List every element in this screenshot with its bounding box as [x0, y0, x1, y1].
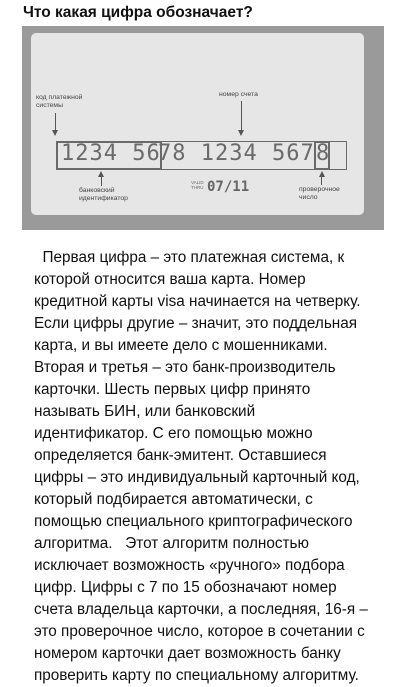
body-line: это проверочное число, которое в сочетании с	[34, 623, 365, 640]
article-body	[34, 247, 374, 687]
body-line: карточки. Шесть первых цифр принято	[34, 381, 311, 398]
body-line: проверить карту по специальному алгоритму.	[34, 667, 359, 684]
credit-card-illustration	[31, 33, 364, 215]
body-line: определяется банк-эмитент. Оставшиеся	[34, 447, 327, 464]
card-diagram-figure	[22, 26, 384, 230]
label-payment-system	[36, 94, 82, 110]
body-line: счета владельца карточки, а последняя, 16-я –	[34, 601, 368, 618]
arrow-down-icon	[238, 130, 244, 136]
body-line: который подбирается автоматически, с	[34, 491, 313, 508]
valid-thru-label	[191, 180, 204, 190]
label-payment-system-line2: системы	[36, 102, 63, 109]
section-title: Что какая цифра обозначает?	[23, 4, 253, 21]
pointer-line-payment	[55, 113, 56, 131]
label-check-digit-line1: проверочное	[299, 186, 340, 193]
label-bank-id-line2: идентификатор	[79, 195, 128, 202]
body-line: Первая цифра – это платежная система, к	[34, 249, 345, 266]
body-line: карта, и вы имеете дело с мошенниками.	[34, 337, 328, 354]
card-number-part1: 1234 56	[61, 141, 161, 166]
label-account-number: номер счета	[219, 91, 258, 98]
body-line: которой относится ваша карта. Номер	[34, 271, 306, 288]
arrow-down-icon	[52, 130, 58, 136]
body-line: Если цифры другие – значит, это поддельная	[34, 315, 358, 332]
label-bank-id-line1: банковский	[79, 187, 115, 194]
body-line: номером карточки дает возможность банку	[34, 645, 341, 662]
card-number-part3: 8	[316, 141, 331, 166]
label-payment-system-line1: код платежной	[36, 94, 83, 101]
card-number-part2: 78 1234 567	[158, 141, 315, 166]
body-line: цифры – это индивидуальный карточный код,	[34, 469, 360, 486]
label-check-digit-line2: число	[299, 194, 318, 201]
label-check-digit	[299, 186, 340, 202]
body-line: кредитной карты visa начинается на четверку.	[34, 293, 361, 310]
body-line: цифр. Цифры с 7 по 15 обозначают номер	[34, 579, 337, 596]
label-bank-identifier	[79, 187, 128, 203]
expiry-date: 07/11	[207, 179, 250, 195]
body-line: алгоритма. Этот алгоритм полностью	[34, 535, 309, 552]
body-line: помощью специального криптографического	[34, 513, 353, 530]
body-line: исключает возможность «ручного» подбора	[34, 557, 345, 574]
body-line: идентификатор. С его помощью можно	[34, 425, 313, 442]
pointer-line-bank	[101, 176, 102, 186]
valid-label-line1: VALID	[191, 180, 204, 185]
body-line: называть БИН, или банковский	[34, 403, 256, 420]
body-line: Вторая и третья – это банк-производитель	[34, 359, 336, 376]
valid-label-line2: THRU	[191, 185, 204, 190]
pointer-line-account	[241, 101, 242, 131]
pointer-line-check	[321, 176, 322, 185]
